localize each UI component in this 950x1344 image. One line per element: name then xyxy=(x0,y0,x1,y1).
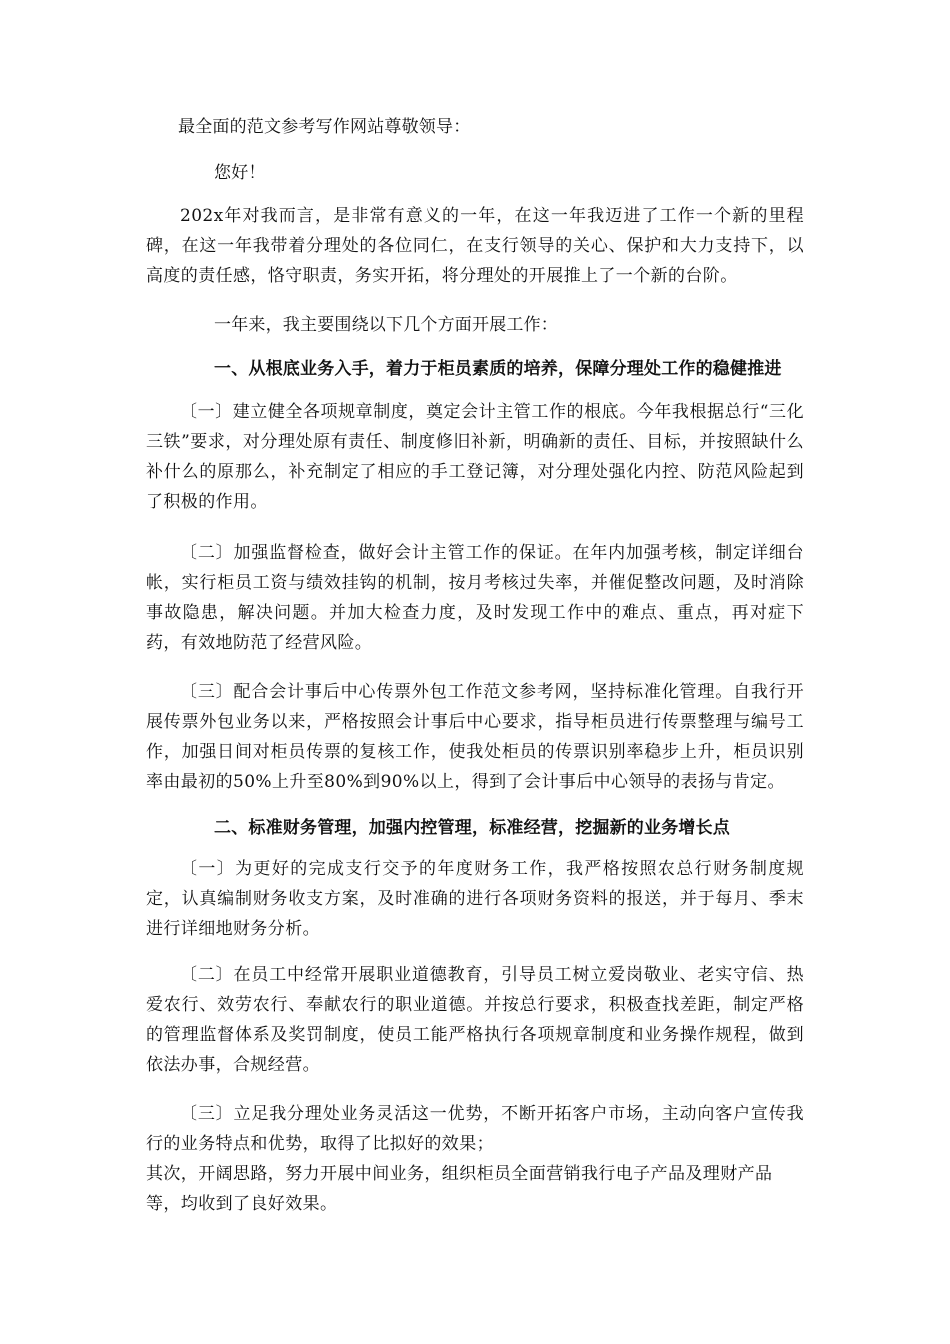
section-heading-2: 二、标准财务管理，加强内控管理，标准经营，挖掘新的业务增长点 xyxy=(214,818,730,838)
greeting: 您好！ xyxy=(214,163,266,183)
intro-line: 最全面的范文参考写作网站尊敬领导： xyxy=(178,117,471,137)
paragraph-overview: 一年来，我主要围绕以下几个方面开展工作： xyxy=(214,315,558,335)
section-2-item-1: 〔一〕为更好的完成支行交予的年度财务工作，我严格按照农总行财务制度规定，认真编制财务收支方案，及时准确的进行各项财务资料的报送，并于每月、季末进行详细地财务分析。 xyxy=(146,859,804,939)
section-heading-1: 一、从根底业务入手，着力于柜员素质的培养，保障分理处工作的稳健推进 xyxy=(214,359,782,379)
section-2-item-4: 其次，开阔思路，努力开展中间业务，组织柜员全面营销我行电子产品及理财产品等，均收到了良好效果。 xyxy=(146,1164,773,1214)
section-1-item-1: 〔一〕建立健全各项规章制度，奠定会计主管工作的根底。今年我根据总行“三化三铁”要求，对分理处原有责任、制度修旧补新，明确新的责任、目标，并按照缺什么补什么的原那么，补充制定了相应的手工登记簿，对分理处强化内控、防范风险起到了积极的作用。 xyxy=(146,402,804,512)
section-2-item-2: 〔二〕在员工中经常开展职业道德教育，引导员工树立爱岗敬业、老实守信、热爱农行、效劳农行、奉献农行的职业道德。并按总行要求，积极查找差距，制定严格的管理监督体系及奖罚制度，使员工能严格执行各项规章制度和业务操作规程，做到依法办事，合规经营。 xyxy=(146,965,804,1075)
section-1-item-2: 〔二〕加强监督检查，做好会计主管工作的保证。在年内加强考核，制定详细台帐，实行柜员工资与绩效挂钩的机制，按月考核过失率，并催促整改问题，及时消除事故隐患，解决问题。并加大检查力度，及时发现工作中的难点、重点，再对症下药，有效地防范了经营风险。 xyxy=(146,543,804,653)
paragraph-opening: 202x年对我而言，是非常有意义的一年，在这一年我迈进了工作一个新的里程碑，在这一年我带着分理处的各位同仁，在支行领导的关心、保护和大力支持下，以高度的责任感，恪守职责，务实开拓，将分理处的开展推上了一个新的台阶。 xyxy=(146,206,804,286)
section-1-item-3: 〔三〕配合会计事后中心传票外包工作范文参考网，坚持标准化管理。自我行开展传票外包业务以来，严格按照会计事后中心要求，指导柜员进行传票整理与编号工作，加强日间对柜员传票的复核工作，使我处柜员的传票识别率稳步上升，柜员识别率由最初的50%上升至80%到90%以上，得到了会计事后中心领导的表扬与肯定。 xyxy=(146,682,804,792)
section-2-item-3: 〔三〕立足我分理处业务灵活这一优势，不断开拓客户市场，主动向客户宣传我行的业务特点和优势，取得了比拟好的效果； xyxy=(146,1104,804,1154)
